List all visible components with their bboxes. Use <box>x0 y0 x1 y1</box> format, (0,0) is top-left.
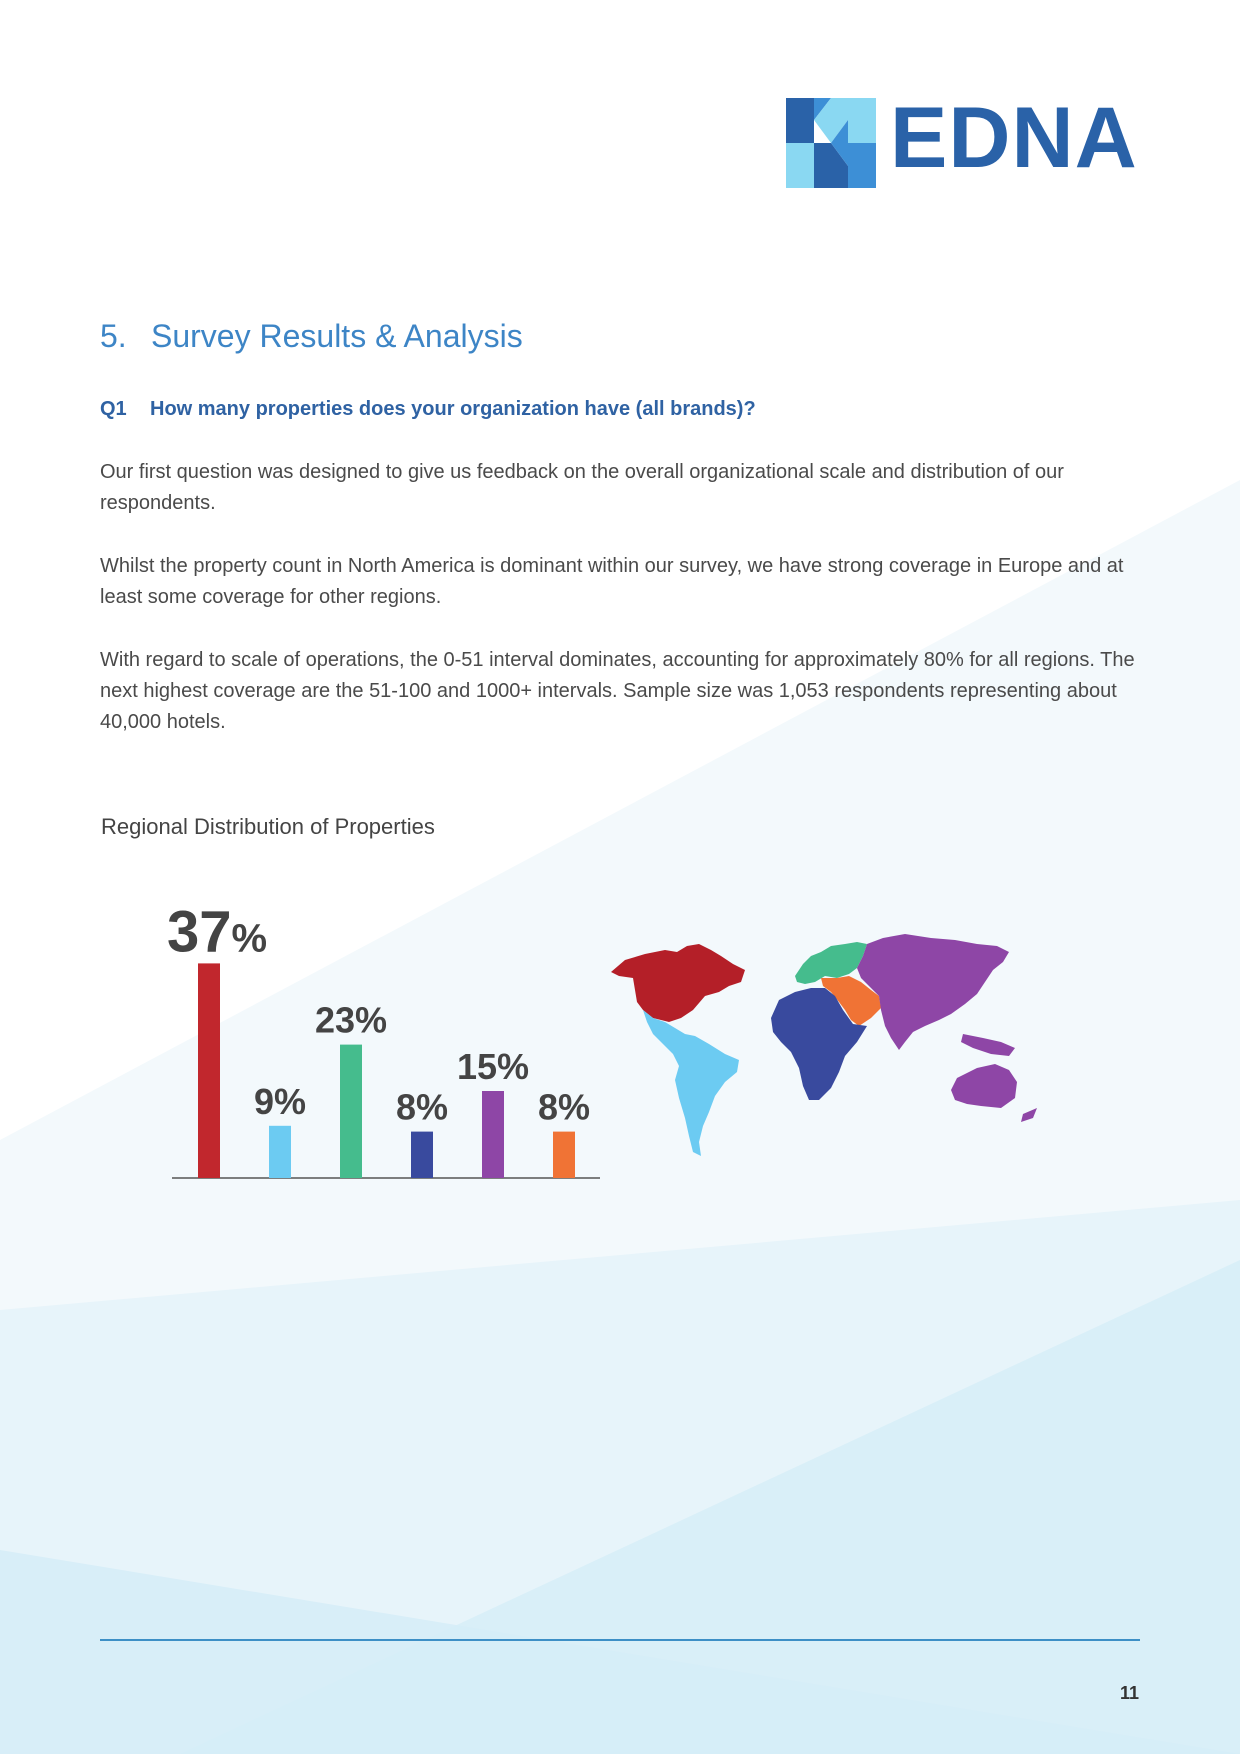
section-title-text: Survey Results & Analysis <box>151 318 523 354</box>
map-region-latin-america <box>643 1010 739 1156</box>
edna-logo <box>786 90 1142 192</box>
paragraph: With regard to scale of operations, the 0-51 interval dominates, accounting for approximately 80% for all regions. The next highest coverage are the 51-100 and 1000+ intervals. Sample size was 1,053 respondents representing about 40,000 hotels. <box>100 649 1135 733</box>
chart-data-label: 23% <box>314 999 388 1041</box>
chart-data-label-suffix: % <box>231 916 268 961</box>
map-region-north-america <box>611 944 745 1022</box>
paragraph: Our first question was designed to give us feedback on the overall organizational scale and distribution of our respondents. <box>100 461 1064 514</box>
section-title <box>100 318 523 355</box>
question-heading <box>100 398 756 421</box>
chart-bar <box>340 1045 362 1178</box>
map-region-asia-pacific <box>857 934 1037 1122</box>
chart-data-label: 8% <box>537 1086 591 1128</box>
chart-data-label: 9% <box>253 1080 307 1122</box>
footer-divider <box>100 1639 1140 1641</box>
chart-bar <box>198 963 220 1178</box>
map-region-europe <box>795 942 867 984</box>
question-text: How many properties does your organization have (all brands)? <box>150 398 756 420</box>
page-number: 11 <box>1119 1683 1139 1703</box>
chart-data-label: 37% <box>166 899 268 965</box>
chart-bar <box>553 1132 575 1178</box>
chart-title: Regional Distribution of Properties <box>101 814 435 839</box>
world-map <box>605 930 1075 1170</box>
paragraph: Whilst the property count in North America is dominant within our survey, we have strong coverage in Europe and at least some coverage for other regions. <box>100 555 1124 608</box>
chart-bar <box>269 1126 291 1178</box>
question-number: Q1 <box>100 398 127 420</box>
chart-bar <box>482 1091 504 1178</box>
chart-bar <box>411 1132 433 1178</box>
section-number: 5. <box>100 318 127 354</box>
bar-chart <box>150 880 610 1240</box>
chart-data-label: 8% <box>395 1086 449 1128</box>
logo-text: EDNA <box>890 90 1138 186</box>
logo-mark-icon <box>786 98 876 188</box>
chart-data-label: 15% <box>456 1046 530 1087</box>
